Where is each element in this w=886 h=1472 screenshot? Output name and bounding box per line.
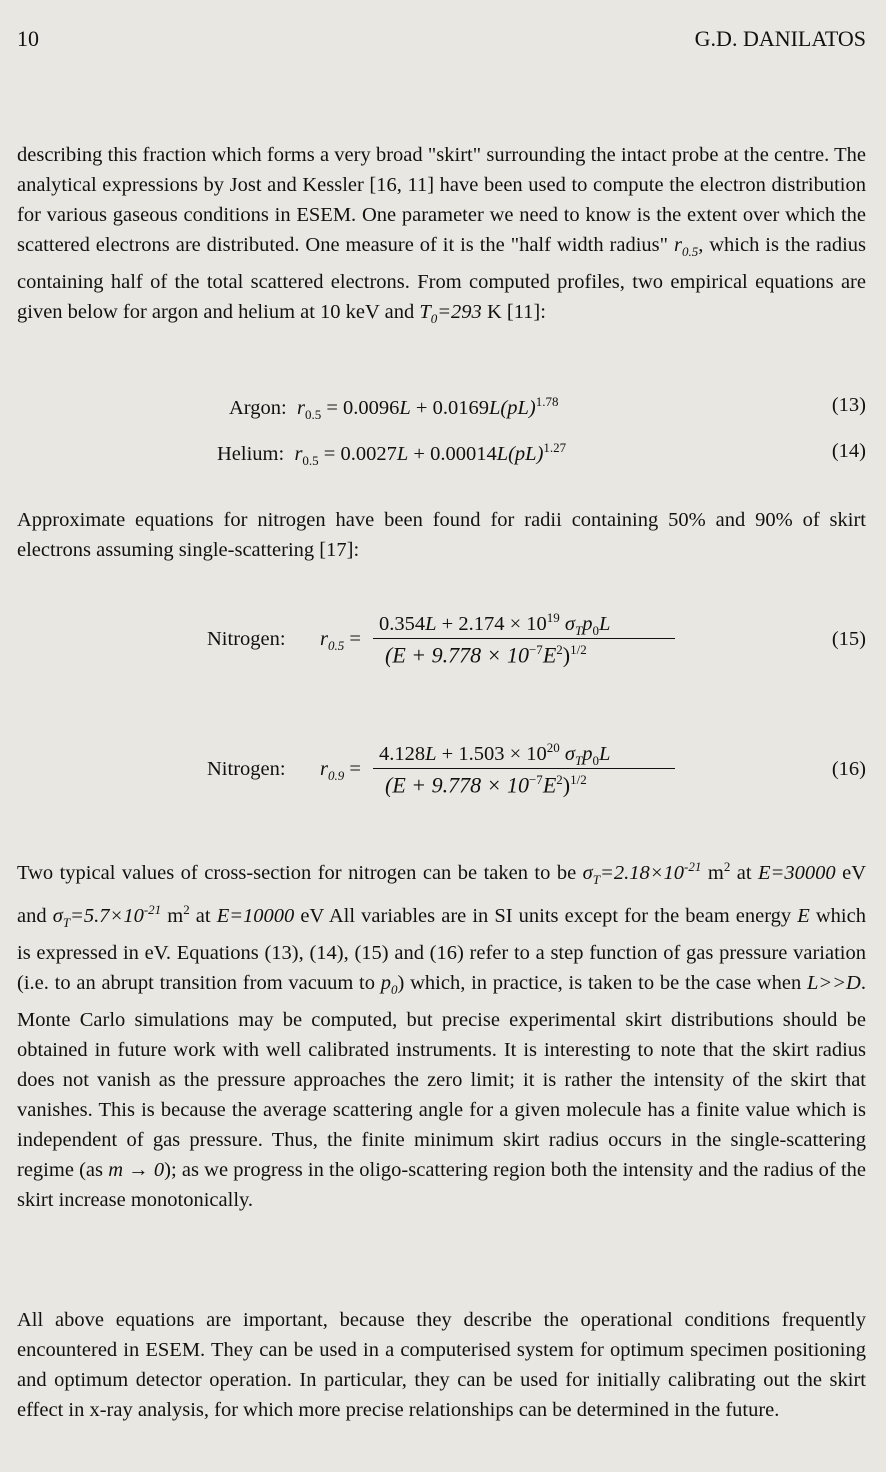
paragraph-4: All above equations are important, because they describe the operational conditions frequently encountered in ESEM. They can be used in a computerised system for optimum specimen positioning and optimum detector operation. In particular, they can be used for initially calibrating out the skirt effect in x-ray analysis, for which more precise relationships can be determined in the future. bbox=[17, 1309, 866, 1421]
equation-16: Nitrogen: $r_{0.9}$ = $4.128L + 1.503 \times 10^{20}$ $\sigma_Tp_0L$ $(E + 9.778 \times 10^{-7}E^2)^{1/2}$ (16) bbox=[207, 740, 866, 798]
equation-14: Helium: $r_{0.5} = 0.0027L + 0.00014L(pL)^{1.27}$ (14) bbox=[217, 440, 866, 468]
paragraph-3: Two typical values of cross-section for nitrogen can be taken to be $\sigma_T=2.18\times 10^{-21}$ $m^2$ at E=30000 eV and $\sigma_T=5.7\times 10^{-21}$ $m^2$ at E=10000 eV All variables are in SI units except for the beam energy E which is expressed in eV. Equations (13), (14), (15) and (16) refer to a step function of gas pressure variation (i.e. to an abrupt transition from vacuum to $p_0$) which, in practice, is taken to be the case when L>>D. Monte Carlo simulations may be computed, but precise experimental skirt distributions should be obtained in future work with well calibrated instruments. It is interesting to note that the skirt radius does not vanish as the pressure approaches the zero limit; it is rather the intensity of the skirt that vanishes. This is because the average scattering angle for a given molecule has a finite value which is independent of gas pressure. Thus, the finite minimum skirt radius occurs in the single-scattering regime (as m → 0); as we progress in the oligo-scattering region both the intensity and the radius of the skirt increase monotonically. bbox=[17, 859, 867, 1211]
numerator: $0.354L + 2.174 \times 10^{19}$ $\sigma_Tp_0L$ bbox=[379, 610, 611, 638]
equation-number-15: (15) bbox=[831, 628, 866, 650]
equation-13: Argon: $r_{0.5} = 0.0096L + 0.0169L(pL)^{1.78}$ (13) bbox=[229, 394, 866, 422]
denominator: $(E + 9.778 \times 10^{-7}E^2)^{1/2}$ bbox=[385, 642, 587, 668]
numerator: $4.128L + 1.503 \times 10^{20}$ $\sigma_Tp_0L$ bbox=[379, 740, 611, 768]
paragraph-1: describing this fraction which forms a very broad "skirt" surrounding the intact probe at the centre. The analytical expressions by Jost and Kessler [16, 11] have been used to compute the electron distribution for various gaseous conditions in ESEM. One parameter we need to know is the extent over which the scattered electrons are distributed. One measure of it is the "half width radius" $r_{0.5}$, which is the radius containing half of the total scattered electrons. From computed profiles, two empirical equations are given below for argon and helium at 10 keV and $T_0=293$ K [11]: bbox=[17, 144, 866, 327]
denominator: $(E + 9.778 \times 10^{-7}E^2)^{1/2}$ bbox=[385, 772, 587, 798]
equation-number-14: (14) bbox=[831, 440, 866, 462]
equation-15: Nitrogen: $r_{0.5}$ = $0.354L + 2.174 \times 10^{19}$ $\sigma_Tp_0L$ $(E + 9.778 \times 10^{-7}E^2)^{1/2}$ (15) bbox=[207, 610, 866, 668]
fraction-bar bbox=[373, 638, 675, 639]
fraction-bar bbox=[373, 768, 675, 769]
paragraph-2: Approximate equations for nitrogen have been found for radii containing 50% and 90% of skirt electrons assuming single-scattering [17]: bbox=[17, 509, 866, 561]
running-author: G.D. DANILATOS bbox=[694, 26, 866, 51]
page-number: 10 bbox=[17, 26, 39, 51]
page-header bbox=[17, 26, 866, 52]
equation-number-13: (13) bbox=[831, 394, 866, 416]
equation-number-16: (16) bbox=[831, 758, 866, 780]
